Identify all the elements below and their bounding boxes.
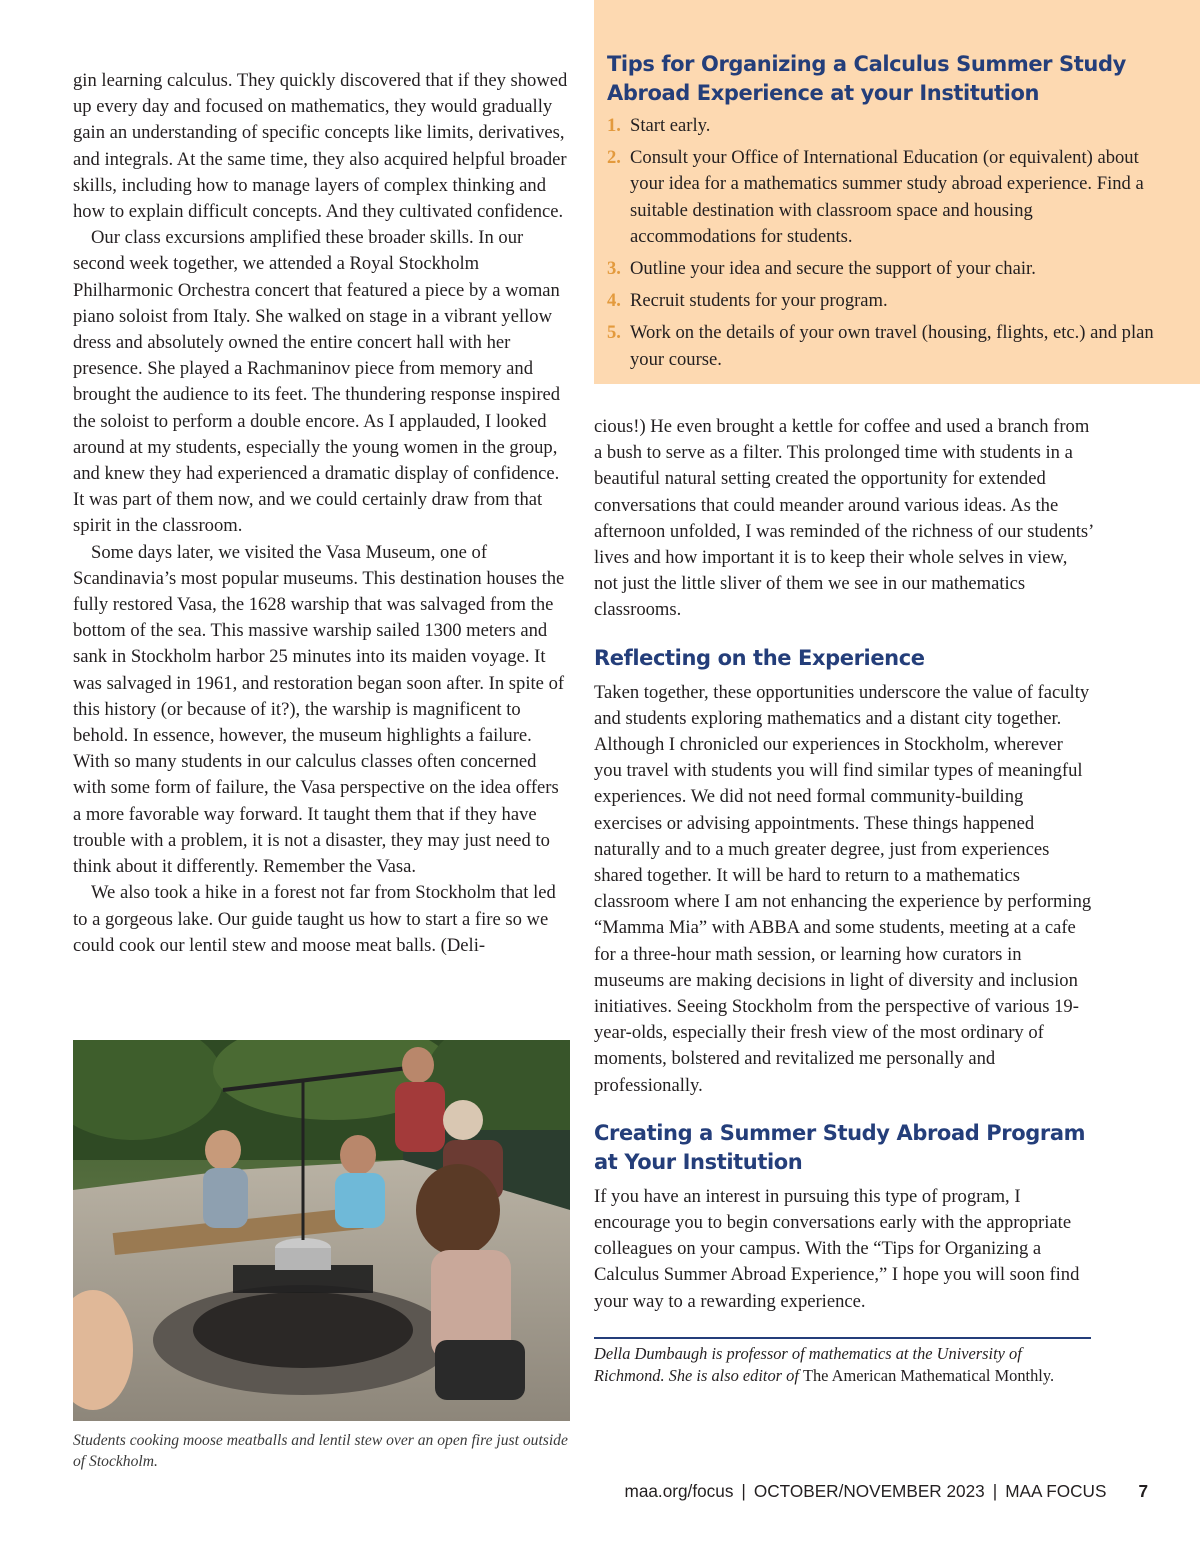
photo-illustration xyxy=(73,1040,570,1421)
list-item xyxy=(607,320,1160,372)
author-bio-text: Della Dumbaugh is professor of mathematics at the University of Richmond. She is also editor of xyxy=(594,1343,1022,1385)
right-column xyxy=(594,414,1094,1387)
list-number: 5. xyxy=(607,322,621,344)
list-number: 2. xyxy=(607,147,621,169)
paragraph: Some days later, we visited the Vasa Museum, one of Scandinavia’s most popular museums. This destination houses the fully restored Vasa, the 1628 warship that was salvaged from the bottom of the sea. This massive warship sailed 1300 meters and sank in Stockholm harbor 25 minutes into its maiden voyage. It was salvaged in 1961, and restoration began soon after. In spite of this history (or because of it?), the warship is magnificent to behold. In essence, however, the museum highlights a failure. With so many students in our calculus classes often concerned with some form of failure, the Vasa perspective on the idea offers a more favorable way forward. It taught them that if they have trouble with a problem, it is not a disaster, they may just need to think about it differently. Remember the Vasa. xyxy=(73,541,565,878)
tips-title: Tips for Organizing a Calculus Summer Study Abroad Experience at your Institution xyxy=(607,52,1126,105)
list-item-text: Recruit students for your program. xyxy=(630,290,888,312)
photo-caption: Students cooking moose meatballs and lentil stew over an open fire just outside of Stockholm. xyxy=(73,1432,568,1470)
paragraph: If you have an interest in pursuing this type of program, I encourage you to begin conversations early with the appropriate colleagues on your campus. With the “Tips for Organizing a Calculus Summer Abroad Experience,” I hope you will soon find your way to a rewarding experience. xyxy=(594,1185,1080,1312)
list-number: 4. xyxy=(607,290,621,312)
paragraph: We also took a hike in a forest not far from Stockholm that led to a gorgeous lake. Our guide taught us how to start a fire so we could cook our lentil stew and moose meat balls. (Deli- xyxy=(73,882,556,956)
footer-issue: OCTOBER/NOVEMBER 2023 xyxy=(753,1481,985,1501)
paragraph: Taken together, these opportunities underscore the value of faculty and students exploring mathematics and a distant city together. Although I chronicled our experiences in Stockholm, wherever you travel with students you will find similar types of meaningful experiences. We did not need formal community-building exercises or advising appointments. These things happened naturally and to a much greater degree, just from experiences shared together. It will be hard to return to a mathematics classroom where I am not enhancing the experience by performing “Mamma Mia” with ABBA and some students, meeting at a cafe for a three-hour math session, or learning how curators in museums are making decisions in light of diversity and inclusion initiatives. Seeing Stockholm from the perspective of various 19-year-olds, especially their fresh view of the most ordinary of moments, bolstered and revitalized me personally and professionally. xyxy=(594,681,1092,1096)
page-number: 7 xyxy=(1138,1481,1148,1501)
left-column xyxy=(73,68,570,959)
bio-divider xyxy=(594,1337,1091,1339)
tips-list xyxy=(607,113,1160,373)
section-heading: Creating a Summer Study Abroad Program at Your Institution xyxy=(594,1120,1086,1174)
section-heading: Reflecting on the Experience xyxy=(594,645,925,670)
list-item xyxy=(607,288,1160,314)
list-item-text: Consult your Office of International Education (or equivalent) about your idea for a mathematics summer study abroad experience. Find a suitable destination with classroom space and housing accommodations for students. xyxy=(630,147,1144,247)
paragraph: Our class excursions amplified these broader skills. In our second week together, we attended a Royal Stockholm Philharmonic Orchestra concert that featured a piece by a woman piano soloist from Italy. She walked on stage in a vibrant yellow dress and absolutely owned the entire concert hall with her presence. She played a Rachmaninov piece from memory and brought the audience to its feet. The thundering response inspired the soloist to perform a double encore. As I applauded, I looked around at my students, especially the young women in the group, and knew they had experienced a dramatic display of confidence. It was part of them now, and we could certainly draw from that spirit in the classroom. xyxy=(73,227,561,537)
list-number: 1. xyxy=(607,115,621,136)
list-item-text: Outline your idea and secure the support of your chair. xyxy=(630,258,1036,280)
author-bio xyxy=(594,1343,1094,1387)
paragraph: cious!) He even brought a kettle for coffee and used a branch from a bush to serve as a filter. This prolonged time with students in a beautiful natural setting created the opportunity for extended conversations that could meander around various ideas. As the afternoon unfolded, I was reminded of the richness of our students’ lives and how important it is to keep their whole selves in view, not just the little sliver of them we see in our mathematics classrooms. xyxy=(594,416,1093,621)
footer-separator: | xyxy=(992,1481,998,1501)
footer-url: maa.org/focus xyxy=(624,1481,734,1501)
page-footer xyxy=(625,1481,1149,1502)
list-item xyxy=(607,145,1160,250)
journal-title: The American Mathematical Monthly. xyxy=(802,1365,1055,1385)
list-item xyxy=(607,113,1160,139)
campfire-photo xyxy=(73,1040,570,1421)
list-item xyxy=(607,256,1160,282)
list-number: 3. xyxy=(607,258,621,280)
list-item-text: Start early. xyxy=(630,115,711,136)
list-item-text: Work on the details of your own travel (housing, flights, etc.) and plan your course. xyxy=(630,322,1154,370)
tips-sidebar xyxy=(594,0,1200,384)
paragraph: gin learning calculus. They quickly discovered that if they showed up every day and focused on mathematics, they would gradually gain an understanding of specific concepts like limits, derivatives, and integrals. At the same time, they also acquired helpful broader skills, including how to manage layers of complex thinking and how to explain difficult concepts. And they cultivated confidence. xyxy=(73,70,568,223)
footer-separator: | xyxy=(741,1481,746,1501)
footer-publication: MAA FOCUS xyxy=(1005,1481,1107,1501)
